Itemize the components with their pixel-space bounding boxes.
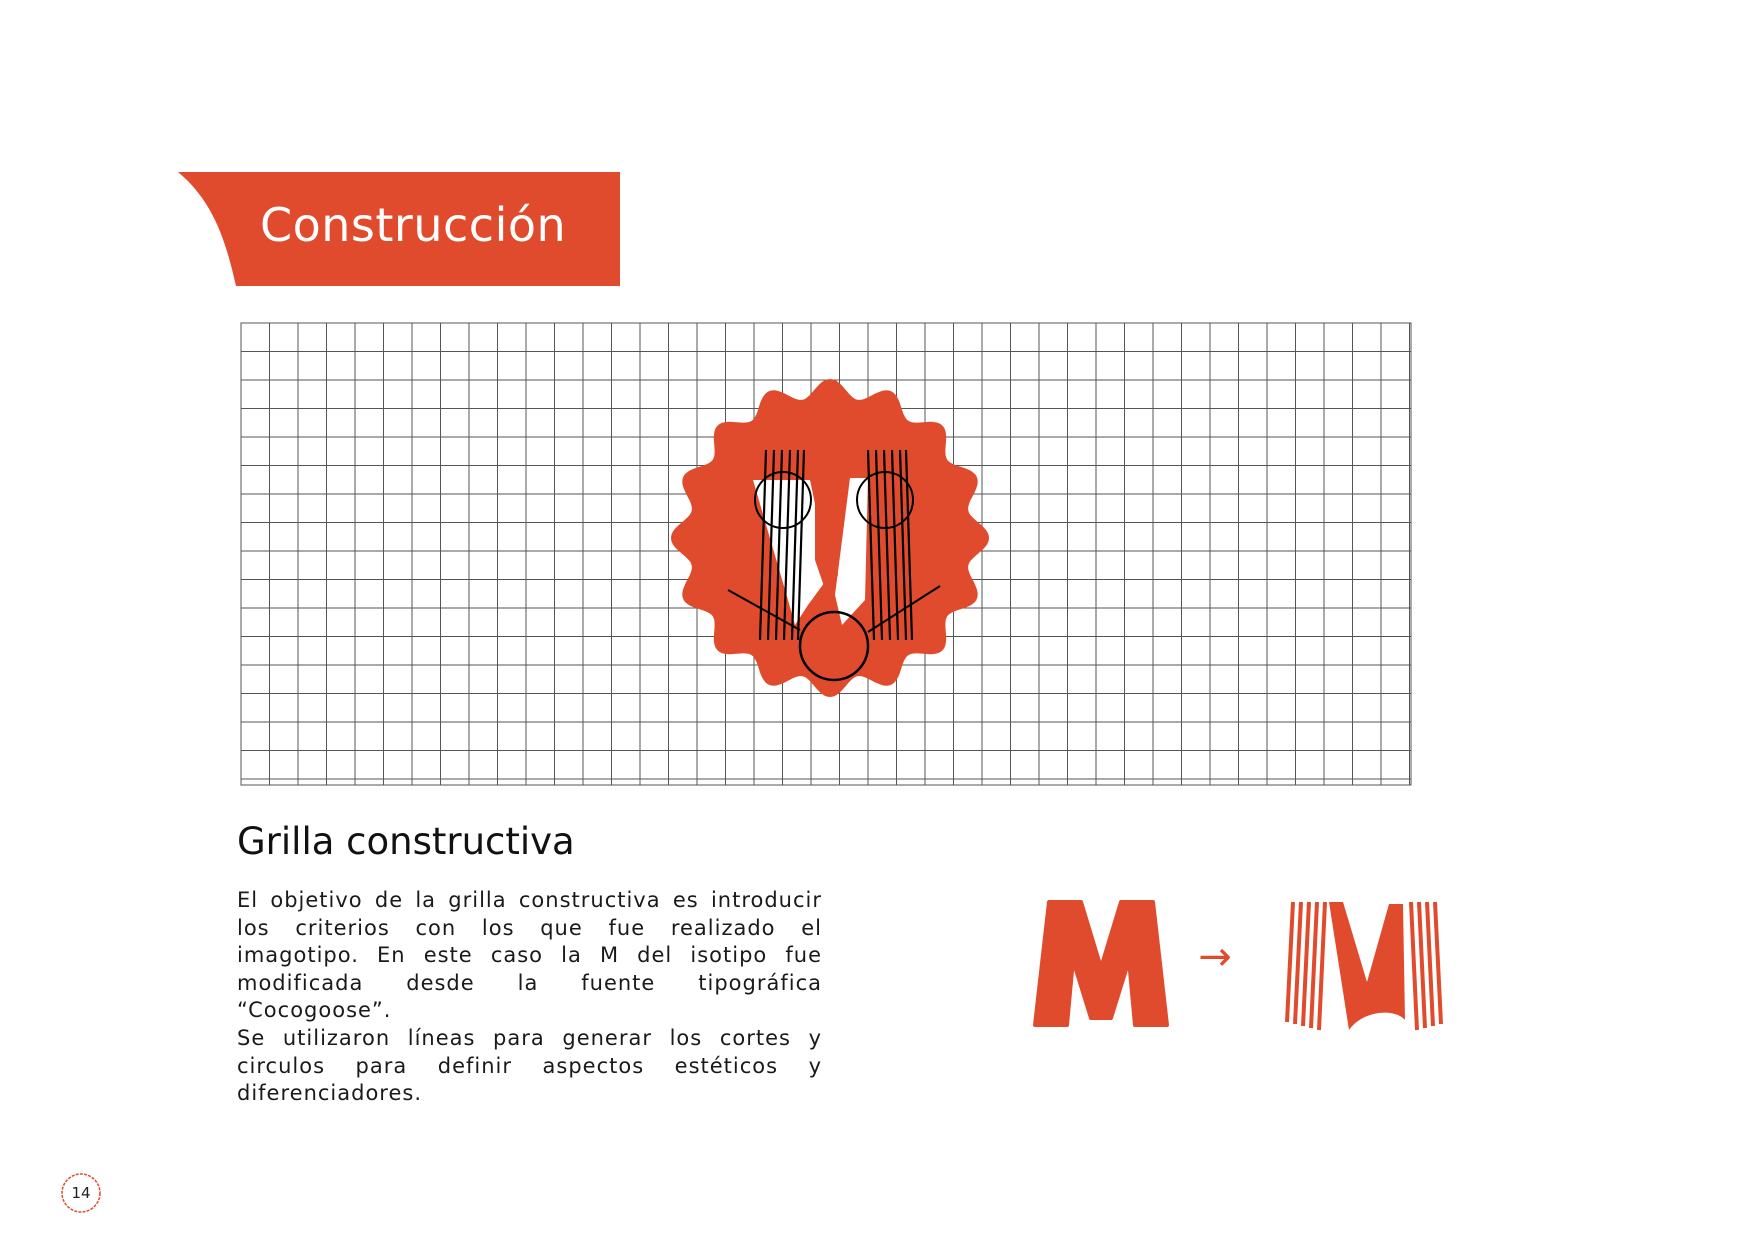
modified-m-icon: [1287, 902, 1441, 1030]
original-m-letter: [1035, 902, 1167, 1025]
body-paragraph-2: Se utilizaron líneas para generar los cortes y circulos para definir aspectos estéticos y diferenciadores.: [237, 1026, 822, 1105]
m-transformation-figure: [1025, 890, 1445, 1040]
arrow-icon: →: [1198, 934, 1232, 980]
construction-logo-icon: [671, 379, 989, 697]
page-title: Construcción: [260, 198, 567, 252]
body-paragraph-1: El objetivo de la grilla constructiva es introducir los criterios con los que fue realizado el imagotipo. En este caso la M del isotipo fue modificada desde la fuente tipográfica “Cocogoose”.: [237, 888, 822, 1022]
page-number: [60, 1172, 102, 1214]
section-subtitle: Grilla constructiva: [237, 820, 575, 863]
page-number-label: 14: [71, 1184, 91, 1202]
